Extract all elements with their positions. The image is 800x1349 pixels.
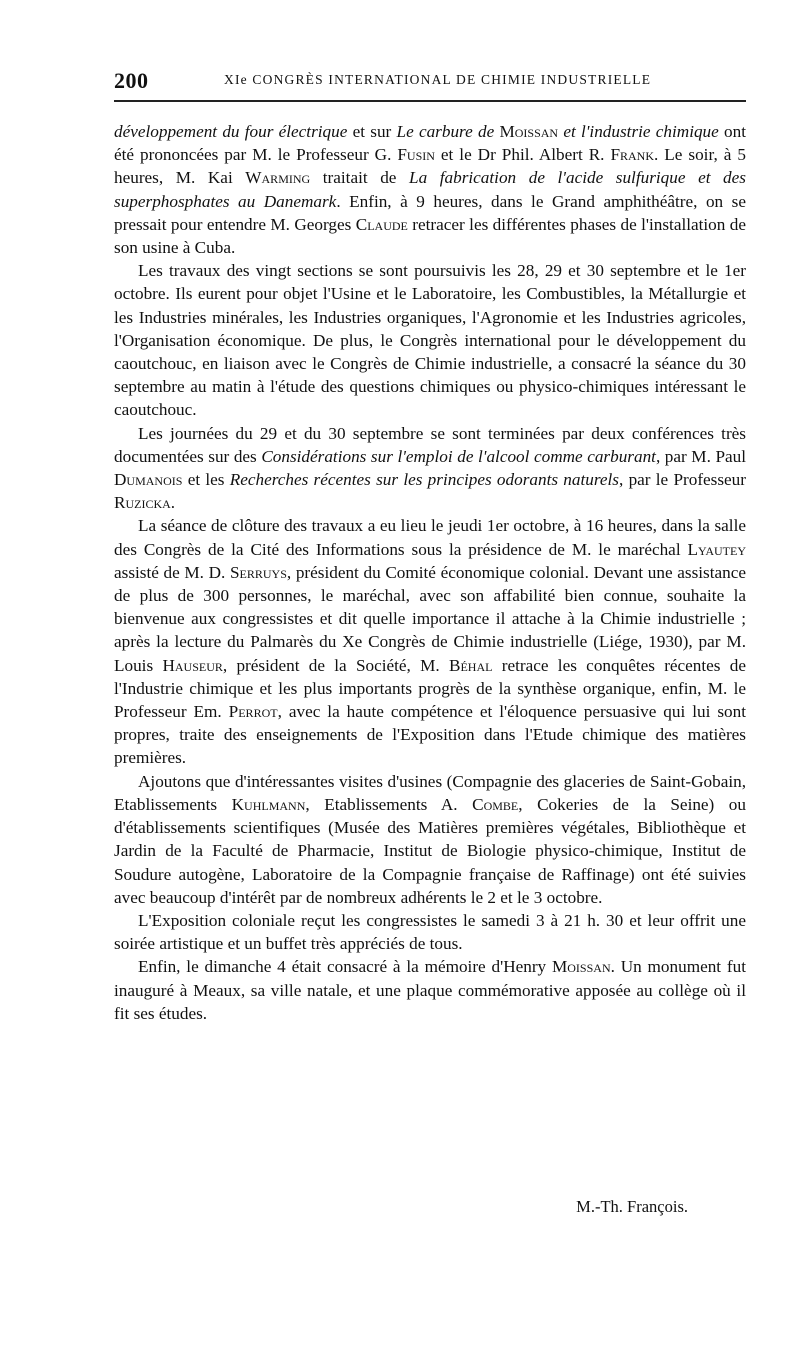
text-run: Claude xyxy=(355,214,408,234)
text-run: Kuhlmann xyxy=(231,794,306,814)
text-run: ont été prononcées par M. le Professeur G. xyxy=(114,122,746,165)
text-run: Les travaux des vingt sections se sont poursuivis les 28, 29 et 30 septembre et le 1er octobre. Ils eurent pour objet l'Usine et le Laboratoire, les Combustibles, la Métallurgie et les Industries minérales, les Industries organiques, l'Agronomie et les Industries agricoles, l'Organisation économique. De plus, le Congrès international pour le développement du caoutchouc, en liaison avec le Congrès de Chimie industrielle, a consacré la séance du 30 septembre au matin à l'étude des questions chimiques ou physico-chimiques intéressant le caoutchouc. xyxy=(114,261,746,420)
text-run: retracer les différentes phases de l'installation de son usine à Cuba. xyxy=(114,214,746,258)
text-run: et les xyxy=(182,470,230,490)
page-number: 200 xyxy=(114,68,149,93)
paragraph xyxy=(114,909,746,955)
author-signature: M.-Th. François. xyxy=(576,1197,688,1216)
article-body xyxy=(114,120,746,1025)
text-run: Recherches récentes sur les principes odorants naturels xyxy=(229,470,619,490)
text-run: L'Exposition coloniale reçut les congressistes le samedi 3 à 21 h. 30 et leur offrit une soirée artistique et un buffet très appréciés de tous. xyxy=(114,910,746,954)
text-run: , avec la haute compétence et l'éloquence persuasive qui lui sont propres, traite des enseignements de l'Exposition dans l'Etude chimique des matières premières. xyxy=(114,702,747,768)
text-run: Moissan xyxy=(551,957,611,977)
text-run: Considérations sur l'emploi de l'alcool comme carburant xyxy=(261,446,656,466)
text-run: retrace les conquêtes récentes de l'Industrie chimique et les plus importants progrès de la synthèse organique, enfin, M. le Professeur Em. xyxy=(114,655,747,722)
paragraph xyxy=(114,422,746,515)
text-run: Moissan xyxy=(499,122,559,141)
text-run: Perrot xyxy=(228,702,278,722)
paragraph xyxy=(114,259,746,421)
text-run: et l'industrie chimique xyxy=(558,122,719,141)
text-run: Serruys xyxy=(229,562,287,582)
text-run: , président de la Société, M. xyxy=(222,655,450,675)
paragraph xyxy=(114,120,746,259)
text-run: Ruzicka xyxy=(114,493,171,513)
text-run: Warming xyxy=(245,168,311,188)
text-run: , président du Comité économique colonial. Devant une assistance de plus de 300 personnes, le maréchal, avec son affabilité bien connue, souhaite la bienvenue aux congressistes et dit quelle importance il attache à la Chimie industrielle ; après la lecture du Palmarès du Xe Congrès de Chimie industrielle (Liége, 1930), par M. Louis xyxy=(114,562,746,675)
text-run: Lyautey xyxy=(687,539,746,559)
text-run: Le carbure de xyxy=(396,122,500,141)
text-run: Béhal xyxy=(449,655,493,675)
text-run: Dumanois xyxy=(114,470,183,490)
text-run: Frank xyxy=(610,145,655,165)
text-run: . xyxy=(170,493,176,513)
text-run: , par M. Paul xyxy=(655,446,746,466)
paragraph xyxy=(114,955,746,1025)
text-run: Enfin, le dimanche 4 était consacré à la mémoire d'Henry xyxy=(138,957,552,977)
text-run: Hauseur xyxy=(162,655,223,675)
page-header xyxy=(114,68,746,93)
text-run: traitait de xyxy=(310,168,410,188)
text-run: La séance de clôture des travaux a eu lieu le jeudi 1er octobre, à 16 heures, dans la salle des Congrès de la Cité des Informations sous la présidence de M. le maréchal xyxy=(114,516,746,559)
text-run: assisté de M. D. xyxy=(114,562,230,582)
text-run: . Enfin, à 9 heures, dans le Grand amphithéâtre, on se pressait pour entendre M. Georges xyxy=(114,191,746,234)
text-run: . Le soir, à 5 heures, M. Kai xyxy=(114,145,746,188)
text-run: La fabrication de l'acide sulfurique et des superphosphates au Danemark xyxy=(114,168,746,211)
text-run: développement du four électrique xyxy=(114,122,348,141)
text-run: Fusin xyxy=(397,145,435,165)
text-run: et le Dr Phil. Albert R. xyxy=(434,145,611,165)
paragraph xyxy=(114,514,746,769)
text-run: , Etablissements A. xyxy=(305,794,473,814)
text-run: , Cokeries de la Seine) ou d'établissements scientifiques (Musée des Matières premières végétales, Bibliothèque et Jardin de la Faculté de Pharmacie, Institut de Biologie physico-chimique, Institut de Soudure autogène, Laboratoire de la Compagnie française de Raffinage) ont été suivies avec beaucoup d'intérêt par de nombreux adhérents le 2 et le 3 octobre. xyxy=(114,794,746,907)
document-page xyxy=(114,0,746,1349)
text-run: Combe xyxy=(472,794,519,814)
paragraph xyxy=(114,770,746,909)
running-title: XIe CONGRÈS INTERNATIONAL DE CHIMIE INDUSTRIELLE xyxy=(224,72,652,87)
text-run: Les journées du 29 et du 30 septembre se sont terminées par deux conférences très documentées sur des xyxy=(114,423,746,466)
text-run: Ajoutons que d'intéressantes visites d'usines (Compagnie des glaceries de Saint-Gobain, Etablissements xyxy=(114,771,746,814)
text-run: et sur xyxy=(347,122,397,141)
text-run: . Un monument fut inauguré à Meaux, sa ville natale, et une plaque commémorative apposée au collège où il fit ses études. xyxy=(114,957,746,1023)
header-rule xyxy=(114,100,746,102)
text-run: , par le Professeur xyxy=(619,470,746,490)
